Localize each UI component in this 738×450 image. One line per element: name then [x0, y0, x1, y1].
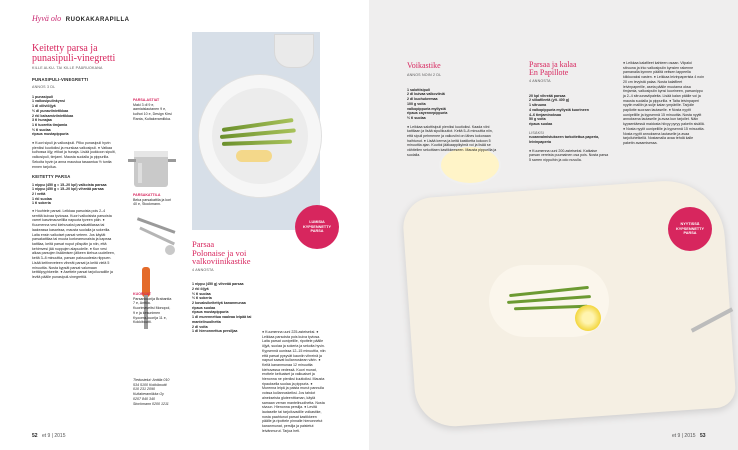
ingredient: ripaus mustapippuria [32, 132, 69, 137]
ingredient: 50 g voita [529, 117, 546, 122]
recipe-title-line: valkoviinikastike [192, 256, 251, 266]
ingredient: 2 dl kuohukermaa [407, 97, 438, 102]
recipe-title-1 [32, 44, 116, 64]
fish-steps: ● Kuumenna uuni 200-asteiseksi. Katkaise parsan vereista puumainen osa pois. Nosta parsa 5 sarren nippuihin ja odo nuvulla. [529, 148, 609, 163]
sauce-title: Voikastike [407, 61, 441, 70]
ingredient: 3 tl hunajaa [32, 118, 52, 123]
asparagus-plate-photo [192, 32, 320, 230]
ingredient: ½ dl punaviinietikkaa [32, 108, 69, 113]
header-section: RUOKAKARAPILLA [65, 17, 130, 23]
left-column-3 [192, 240, 252, 334]
side-text-3: Parsankuorija Brabantia 7 e, Anttila. Kuorimaveitsi Monopol, 9 e ja kesunimen Kyocera-kuorija 11 e, Kokkiboutti. [133, 296, 172, 325]
ingredient: 100 g voita [407, 101, 426, 106]
ingredient: 2 dl voita [192, 324, 208, 329]
ingredient: 1 nippu (450 g ≈ 15–20 kpl) valkoista parsaa [32, 182, 107, 187]
ingredient: 1 nippu (450 g ≈ 15–20 kpl) vihreää parsaa [32, 187, 104, 192]
sauce-ingredients [407, 88, 497, 121]
page-number-left [32, 433, 66, 439]
badge-parcel: NYYTISSÄ KYPSENNETTY PARSA [668, 207, 712, 251]
ingredient: ½ tl suolaa [192, 291, 211, 296]
vinegrette-serving: ANNOS 3 DL [32, 85, 56, 89]
ingredient: 1 valkosipulinkynsi [32, 99, 65, 104]
ingredient: ripaus cayennepippuria [407, 111, 448, 116]
products-sidebar-1 [133, 98, 173, 122]
recipe-title-2 [192, 240, 252, 266]
extra-text: ruoanvalmistukseen tarkoitettua paperia, leivinpaperia [529, 135, 600, 145]
egg-crumbs-image [236, 150, 272, 162]
products-sidebar-3 [133, 292, 173, 325]
ingredient: ripaus suolaa [529, 121, 553, 126]
recipe-title-line: En Papillote [529, 68, 569, 77]
fish-serving: 4 ANNOSTA [529, 79, 551, 83]
fish-recipe [529, 61, 609, 163]
recipe-serving-2: 4 ANNOSTA [192, 267, 214, 272]
side-text-4: Tiedustelut: Anttila 010 534 5100 Kokkiboutti 010 231 2090 Kultakeramiikka Oy 0207 840 340 Stockmann 0200 1211 [133, 378, 170, 406]
badge-roasted: LUMISIA KYPSENNETTY PARSA [295, 205, 339, 249]
cup-image [274, 34, 314, 68]
parsa-heading: KEITETTY PARSA [32, 174, 71, 180]
page-number-right [672, 433, 706, 439]
ingredient: 4 valkopippuria myllystä kuorineen [529, 107, 589, 112]
sauce-steps: ● Leikkaa salottisipuli pieniksi kuutioiksi. Kaada viini kattilaan ja lisää sipulikuutiot. Keitä 5–8 minuuttia niin, että sipuli pehmenee ja valkoviini on lähes kokonaan haihtunut. ● Lisää kerma ja keitä kastiketta kokoon 5 minuuttia ajan. Kuutioi jääkaappikylmä voi ja lisää se vähitellen sekoittaen kastikkeeseen. Mausta pippurilla ja suolalla. [407, 124, 497, 157]
parsa-ingredients [32, 183, 116, 207]
recipe-title-line: Polonaise ja voi [192, 247, 247, 258]
ingredient: 1 dl murennettua vaaleaa leipää tai mantelinuolhetta [192, 315, 252, 324]
ingredient: 2 l vettä [32, 191, 46, 196]
recipe-title-line: Parsaa ja kalaa [529, 60, 577, 69]
pot-photo [126, 145, 178, 190]
recipe-ingredients-2 [192, 282, 252, 334]
fish-ingredients [529, 94, 609, 127]
ingredient: 1 rkl suolaa [32, 196, 52, 201]
ingredient: 2 rkl öljyä [192, 286, 209, 291]
lemon-slice-image [575, 305, 601, 331]
recipe-title-line: punasipuli-vinegretti [32, 53, 116, 64]
products-sidebar-2 [133, 193, 173, 207]
issue-footer: et 9 | 2015 [41, 433, 66, 439]
fish-steps-2: ● Leikkaa kalafileet kahteen osaan. Viipaloi sitruuna ja irko valkosipulin kynsien rakenne pamanalla kynnen päältä veitsen lappeella kiikkuvaksi vasten. ● Leikkaa leivinpaperista 4 noin 20 cm levyistä palaa. Nosta kalafileet leivinpaperille, aseta päälle muutama oksa timjamia, valkosipulin kynsi kuorineen, parsanippu ja 2–4 sitruunaviipaleita. Lisää kalan päälle voi ja mausta suolalla ja pippurilla. ● Taita leivinpaperi nyytin malliin ja sulje kalan ympärille. Tarjoile papilotte suoraan lautaselle. ● Nosta nyytit uunipellille ja kypsennä 15 minuuttia. Nosta nyytit annoksena lautaselle ja avaa kun tarjoilet. Näin kypsentäessä maidosta hiivyy pyryy paketin sisällä. ● Nosta nyytit uunipellille ja kypsennä 15 minuuttia. Nosta nyytit annoksena lautaselle ja avaa tarjoiluhetkellä. Nostamalla avaa tehdä kalle paketin avaamisessa. [623, 61, 705, 145]
ingredient: ½ tl sokeria [192, 296, 212, 301]
side-label-3: KUORIJAT [133, 292, 152, 296]
side-label-2: PARSAKATTILA [133, 193, 161, 197]
ingredient: 20 kpl vihreää parsaa [529, 93, 566, 98]
ingredient: ripaus mustapippuria [192, 310, 229, 315]
products-sidebar-4 [133, 378, 171, 406]
page-number: 53 [699, 433, 706, 439]
ingredient: 2 kovaksikeitettyä kananmunaa [192, 301, 246, 306]
vinegrette-steps: ● Kuori sipuli ja valkosipuli. Pilko punasipuli hyvin pieniksi kuutioiksi ja murskaa valkosipuli. ● Vatkaa kulhossa öljy, etikat ja hunaja. Lisää joukkoon sipulit, valkosipuli, timjami. Mausta suolalla ja pippurilla. Sekoita hyvin ja anna maustua tasaantua ½ tuntia ennen tarjoilua. [32, 141, 116, 169]
ingredient: 4–6 timjaminoksaa [529, 112, 561, 117]
ingredient: 1 nippu (450 g) vihreää parsaa [192, 282, 244, 287]
ingredient: 2 dl kuivaa valkoviiniä [407, 92, 445, 97]
ingredient: 1 sitruuna [529, 103, 547, 108]
right-page [369, 0, 738, 450]
side-label-1: PARSA-ASTIAT [133, 98, 160, 102]
sauce-serving: ANNOS NOIN 2 DL [407, 73, 442, 77]
ingredient: ripaus suolaa [192, 305, 216, 310]
ingredient: valkopippuria myllystä [407, 106, 446, 111]
ingredient: 1 dl oliiviöljyä [32, 104, 56, 109]
page-number: 52 [32, 433, 38, 439]
header-italic: Hyvä olo [32, 14, 62, 23]
extra-label: LISÄKSI [529, 130, 544, 135]
ingredient: 2 rkl balsamiviinietikkaa [32, 113, 74, 118]
parsa-steps: ● Huuhtele parsat. Leikkaa parsoista pois 2–4 senttiä kuivaa tyviosaa. Kuori valkoisista parsoista varret kasvimauvellilla napuota tyveen päin. ● Kuumenna vesi kiehuvaksi parsakattilassa tai laakeassa kasarissa, mausta suolalla ja sokerilla. Laita ensin valkoiset parsat veteen. Jos käytät parsakattilaa tai muuta korkeareunaista ja kapeaa kattilaa, keitä parsat nuput ylöspäin ja niin, että kehimvesi jää nuppujen alapuolelle. ● Kun vesi alkaa parsojen lisäämisen jälkeen kiehua uudelleen, keitä 3–8 minuuttia, parsan paksuudesta riippuen. Lisää keitineveteen vihreät parsat ja keitä vielä 5 minuuttia. Nosta kypsät parsat valumaan keittiöpyyhkeelle. ● Asettele parsat tarjoiluvadille ja levitä päälle punasipuli-vinegrettiä. [32, 209, 115, 279]
ingredient: 1 punasipuli [32, 94, 53, 99]
fish-title [529, 61, 609, 77]
side-text-1: Maki 3 dl 9 e, aamiaislautanen 9 e, kulhot 10 e, Design Kirsi Ranta, Kultakeramiikka. [133, 102, 172, 121]
side-text-2: Beka parsakattila ja kori 40 e, Stockmann. [133, 197, 172, 207]
left-column-4 [262, 330, 326, 433]
ingredient: ½ tl suolaa [407, 115, 426, 120]
recipe-title-line: Keitetty parsa ja [32, 43, 98, 54]
recipe-title-line: Parsaa [192, 239, 215, 249]
ingredient: ½ tl suolaa [32, 127, 51, 132]
ingredient: 1 tl tuoretta timjamia [32, 122, 68, 127]
utensils-photo [130, 212, 185, 267]
page-header [32, 14, 129, 23]
vinegrette-ingredients [32, 95, 116, 137]
recipe-subtitle-1: KILLE ALKU- TAI KILLE PÄÄRUOKANA [32, 66, 103, 70]
ingredient: 1 salottisipuli [407, 87, 430, 92]
left-column-1 [32, 44, 116, 359]
vinegrette-heading: PUNASIPULI-VINEGRETTI [32, 76, 89, 82]
ingredient: 1 tl sokeria [32, 201, 51, 206]
issue-footer: et 9 | 2015 [672, 433, 696, 439]
ingredient: 1 dl hienonnettua persiljaa [192, 329, 238, 334]
sauce-recipe [407, 61, 497, 158]
recipe-steps-2: ● Kuumenna uuni 225-asteiseksi. ● Leikkaa parsoista pois kuiva tyviosa. Laita parsat uunipelille, ripottele päälle öljyä, suolaa ja sokeria ja sekoita hyvin. Kypsennä uunissa 12–15 minuuttia, niin että parsat pysyvät kauniin vihreinä ja napsut saavat kullanruskean värin. ● Keitä kananmunaa 12 minuuttia kiehuvassa vedessä. Kuori munat, erottele keltuaiset ja valkuaiset ja hienonna ne pieniksi kuutioiksi. Mausta ripauksella suolaa ja pippuria. ● Murenna leipä ja paista murut pannulla voissa kullanruskeiksi. Jos tahdot ainekseista gluteenittoman, käytä samaan verran mantelinuolhetta. Nosta sivuun. Hienonna persilja. ● Levitä lautaselle tai tarjoiluvadille voikastike, nosta paahtunut parsat kastikkeen päälle ja ripottele pinnalle hienonnetut kananmunat, persilja ja paistetut leivänmurut. Tarjoa heti. [262, 330, 326, 433]
fish-steps-column [623, 61, 705, 201]
ingredient: 2 siikafileetä (ylt. 400 g) [529, 98, 570, 103]
